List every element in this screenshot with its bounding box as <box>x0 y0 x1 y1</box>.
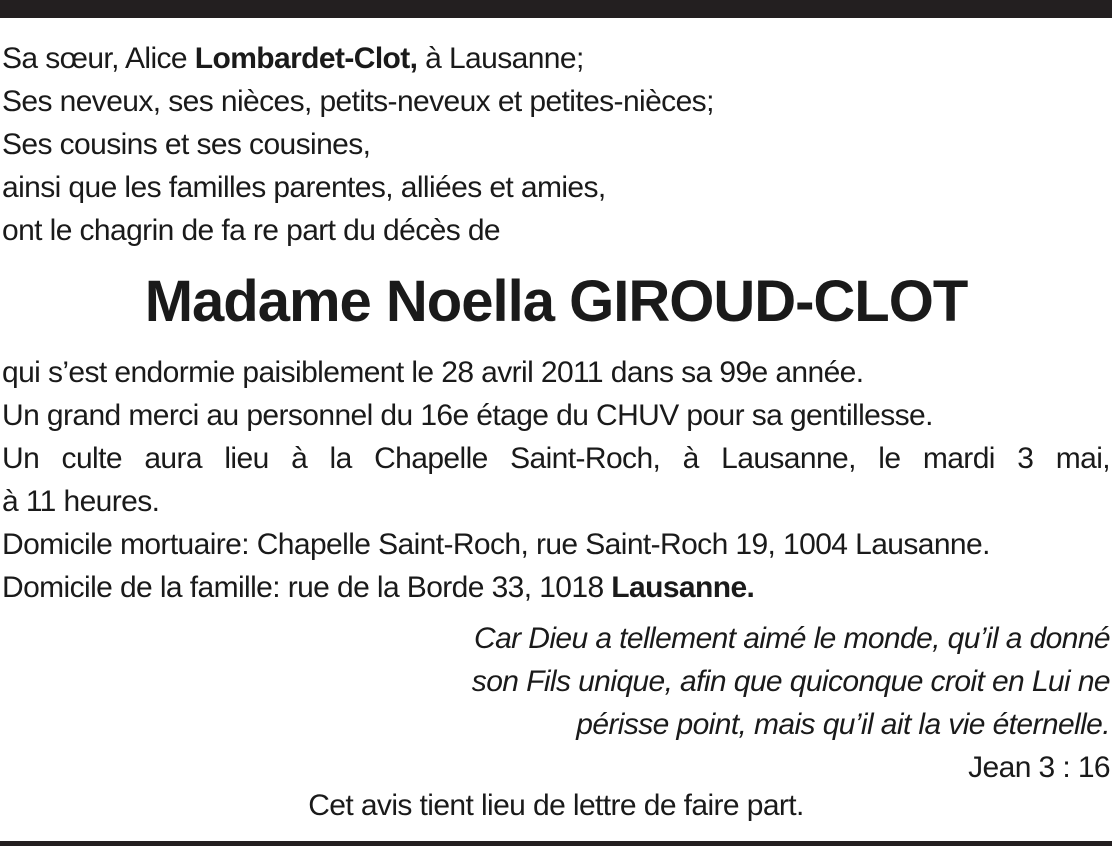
sister-surname: Lombardet-Clot, <box>194 42 418 75</box>
details-line-6-prefix: Domicile de la famille: rue de la Borde 33, 1018 <box>2 571 612 604</box>
funeral-details <box>2 351 1110 609</box>
verse-line-3: périsse point, mais qu’il ait la vie éternelle. <box>576 708 1110 741</box>
details-line-4: à 11 heures. <box>2 485 160 518</box>
intro-line-1-suffix: à Lausanne; <box>417 42 584 75</box>
details-line-2: Un grand merci au personnel du 16e étage du CHUV pour sa gentillesse. <box>2 399 933 432</box>
family-announcement <box>2 37 1110 252</box>
closing-note: Cet avis tient lieu de lettre de faire part. <box>308 789 804 822</box>
bible-verse <box>210 617 1110 746</box>
deceased-name: Madame Noella GIROUD-CLOT <box>144 269 968 334</box>
verse-reference: Jean 3 : 16 <box>968 751 1110 784</box>
details-line-3: Un culte aura lieu à la Chapelle Saint-Roch, à Lausanne, le mardi 3 mai, <box>2 442 1110 475</box>
details-line-5: Domicile mortuaire: Chapelle Saint-Roch, rue Saint-Roch 19, 1004 Lausanne. <box>2 528 990 561</box>
bottom-rule <box>0 841 1112 846</box>
intro-line-5: ont le chagrin de fa re part du décès de <box>2 214 501 247</box>
intro-line-3: Ses cousins et ses cousines, <box>2 128 371 161</box>
details-line-6 <box>2 566 1110 609</box>
intro-line-1 <box>2 37 1110 80</box>
details-line-1: qui s’est endormie paisiblement le 28 avril 2011 dans sa 99e année. <box>2 356 864 389</box>
verse-line-2: son Fils unique, afin que quiconque croit en Lui ne <box>471 665 1110 698</box>
intro-line-1-prefix: Sa sœur, Alice <box>2 42 195 75</box>
top-rule <box>0 0 1112 18</box>
verse-line-1: Car Dieu a tellement aimé le monde, qu’il a donné <box>474 622 1110 655</box>
intro-line-2: Ses neveux, ses nièces, petits-neveux et petites-nièces; <box>2 85 714 118</box>
intro-line-4: ainsi que les familles parentes, alliées et amies, <box>2 171 606 204</box>
family-city: Lausanne. <box>611 571 755 604</box>
